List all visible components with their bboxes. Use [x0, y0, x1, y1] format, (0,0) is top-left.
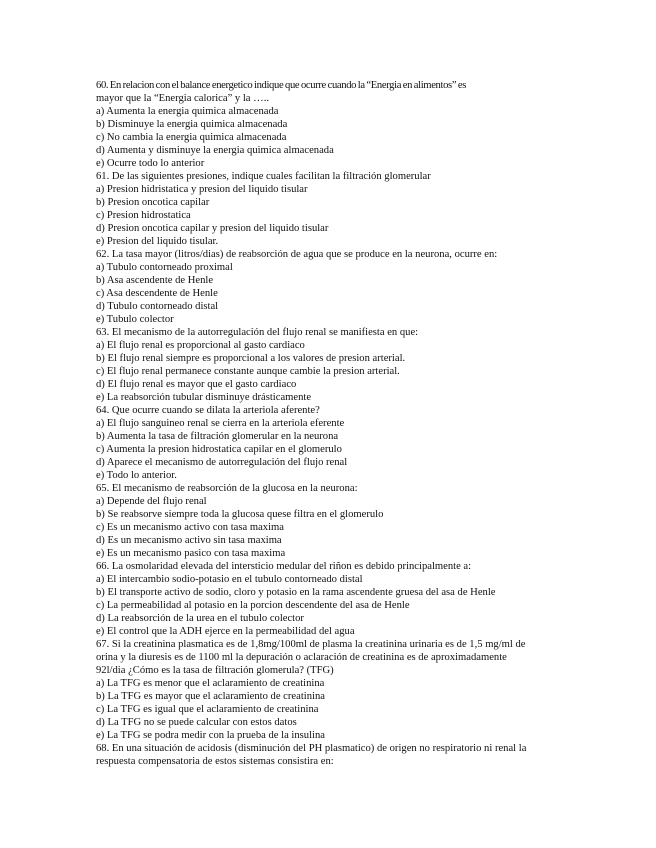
question-65-option-d: d) Es un mecanismo activo sin tasa maxima — [96, 535, 282, 546]
question-63-option-a: a) El flujo renal es proporcional al gasto cardiaco — [96, 340, 305, 351]
question-62-option-c: c) Asa descendente de Henle — [96, 288, 218, 299]
question-60-option-c: c) No cambia la energia quimica almacenada — [96, 132, 287, 143]
document-page — [96, 79, 562, 768]
question-66-option-c: c) La permeabilidad al potasio en la porcion descendente del asa de Henle — [96, 600, 410, 611]
question-65-option-e: e) Es un mecanismo pasico con tasa maxima — [96, 548, 286, 559]
question-62-option-a: a) Tubulo contorneado proximal — [96, 262, 233, 273]
question-63-option-c: c) El flujo renal permanece constante aunque cambie la presion arterial. — [96, 366, 400, 377]
question-66-option-a: a) El intercambio sodio-potasio en el tubulo contorneado distal — [96, 574, 363, 585]
question-66-option-b: b) El transporte activo de sodio, cloro y potasio en la rama ascendente gruesa del asa de Henle — [96, 587, 496, 598]
question-60-option-a: a) Aumenta la energia quimica almacenada — [96, 106, 279, 117]
question-62-text: 62. La tasa mayor (litros/dias) de reabsorción de agua que se produce en la neurona, ocurre en: — [96, 249, 498, 260]
question-66-option-d: d) La reabsorción de la urea en el tubulo colector — [96, 613, 304, 624]
question-64-option-b: b) Aumenta la tasa de filtración glomerular en la neurona — [96, 431, 339, 442]
question-67-option-b: b) La TFG es mayor que el aclaramiento de creatinina — [96, 691, 325, 702]
question-61-option-e: e) Presion del liquido tisular. — [96, 236, 219, 247]
question-63-option-e: e) La reabsorción tubular disminuye drásticamente — [96, 392, 312, 403]
question-65-option-c: c) Es un mecanismo activo con tasa maxima — [96, 522, 284, 533]
question-60-option-b: b) Disminuye la energia quimica almacenada — [96, 119, 288, 130]
question-65-text: 65. El mecanismo de reabsorción de la glucosa en la neurona: — [96, 483, 358, 494]
question-68-line-2: respuesta compensatoria de estos sistemas consistira en: — [96, 756, 334, 767]
question-63-option-d: d) El flujo renal es mayor que el gasto cardiaco — [96, 379, 297, 390]
question-67-option-d: d) La TFG no se puede calcular con estos datos — [96, 717, 297, 728]
question-67-line-2: orina y la diuresis es de 1100 ml la depuración o aclaración de creatinina es de aproximadamente — [96, 652, 507, 663]
question-67-option-a: a) La TFG es menor que el aclaramiento de creatinina — [96, 678, 325, 689]
question-62-option-d: d) Tubulo contorneado distal — [96, 301, 219, 312]
question-65-option-a: a) Depende del flujo renal — [96, 496, 207, 507]
question-61-option-d: d) Presion oncotica capilar y presion del liquido tisular — [96, 223, 329, 234]
question-67-option-e: e) La TFG se podra medir con la prueba de la insulina — [96, 730, 325, 741]
question-61-option-a: a) Presion hidristatica y presion del liquido tisular — [96, 184, 308, 195]
question-64-option-a: a) El flujo sanguineo renal se cierra en la arteriola eferente — [96, 418, 345, 429]
question-64-option-e: e) Todo lo anterior. — [96, 470, 177, 481]
question-60-option-e: e) Ocurre todo lo anterior — [96, 158, 205, 169]
question-63-text: 63. El mecanismo de la autorregulación del flujo renal se manifiesta en que: — [96, 327, 419, 338]
question-64-option-c: c) Aumenta la presion hidrostatica capilar en el glomerulo — [96, 444, 342, 455]
question-62-option-e: e) Tubulo colector — [96, 314, 174, 325]
question-64-text: 64. Que ocurre cuando se dilata la arteriola aferente? — [96, 405, 320, 416]
question-65-option-b: b) Se reabsorve siempre toda la glucosa quese filtra en el glomerulo — [96, 509, 384, 520]
question-60-line-2: mayor que la “Energia calorica” y la ….. — [96, 93, 270, 104]
question-67-option-c: c) La TFG es igual que el aclaramiento de creatinina — [96, 704, 319, 715]
question-60-option-d: d) Aumenta y disminuye la energia quimica almacenada — [96, 145, 334, 156]
question-67-line-3: 92l/dia ¿Cómo es la tasa de filtración glomerula? (TFG) — [96, 665, 334, 676]
question-61-option-b: b) Presion oncotica capilar — [96, 197, 210, 208]
question-60-line-1: 60. En relacion con el balance energetico indique que ocurre cuando la “Energia en alimentos” es — [96, 80, 466, 91]
question-66-option-e: e) El control que la ADH ejerce en la permeabilidad del agua — [96, 626, 355, 637]
question-63-option-b: b) El flujo renal siempre es proporcional a los valores de presion arterial. — [96, 353, 406, 364]
question-66-text: 66. La osmolaridad elevada del intersticio medular del riñon es debido principalmente a: — [96, 561, 472, 572]
question-61-text: 61. De las siguientes presiones, indique cuales facilitan la filtración glomerular — [96, 171, 431, 182]
question-64-option-d: d) Aparece el mecanismo de autorregulación del flujo renal — [96, 457, 348, 468]
question-62-option-b: b) Asa ascendente de Henle — [96, 275, 214, 286]
question-67-line-1: 67. Si la creatinina plasmatica es de 1,8mg/100ml de plasma la creatinina urinaria es de 1,5 mg/ml de — [96, 639, 526, 650]
question-68-line-1: 68. En una situación de acidosis (disminución del PH plasmatico) de origen no respiratorio ni renal la — [96, 743, 527, 754]
question-61-option-c: c) Presion hidrostatica — [96, 210, 191, 221]
